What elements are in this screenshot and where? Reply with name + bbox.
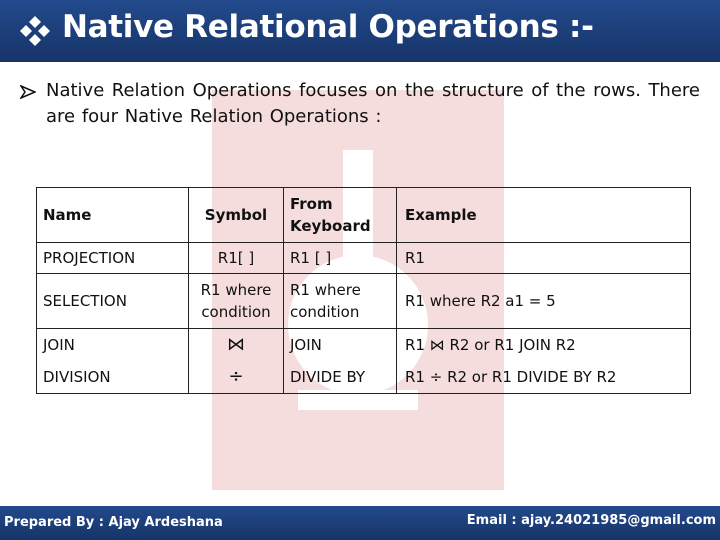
- table-row: [37, 329, 691, 362]
- table-row: [37, 274, 691, 329]
- operations-table: [36, 187, 691, 394]
- header-name: Name: [37, 188, 189, 243]
- footer-bar: [0, 506, 720, 540]
- cell-name: JOIN: [43, 336, 75, 354]
- title-bar: [0, 0, 720, 62]
- cell-name: DIVISION: [43, 368, 111, 386]
- cell-keyboard: DIVIDE BY: [284, 361, 397, 394]
- cell-example: R1 ⋈ R2 or R1 JOIN R2: [397, 329, 691, 362]
- table-row: [37, 243, 691, 274]
- header-keyboard: From Keyboard: [284, 188, 397, 243]
- footer-author: Prepared By : Ajay Ardeshana: [4, 515, 223, 530]
- cell-keyboard: JOIN: [284, 329, 397, 362]
- join-symbol-icon: ⋈: [189, 329, 284, 362]
- cell-example: R1: [397, 243, 691, 274]
- cell-example: R1 where R2 a1 = 5: [397, 274, 691, 329]
- page-title: Native Relational Operations :-: [62, 9, 594, 45]
- cell-keyboard: R1 where condition: [284, 274, 397, 329]
- table-header-row: [37, 188, 691, 243]
- division-symbol-icon: ÷: [189, 361, 284, 394]
- bullet-paragraph: [20, 78, 700, 130]
- cell-name: SELECTION: [37, 274, 189, 329]
- table-row: [37, 361, 691, 394]
- header-symbol: Symbol: [189, 188, 284, 243]
- arrow-bullet-icon: [20, 85, 36, 99]
- bullet-text: Native Relation Operations focuses on the structure of the rows. There are four Native Relation Operations :: [46, 80, 700, 127]
- header-example: Example: [397, 188, 691, 243]
- cell-keyboard: R1 [ ]: [284, 243, 397, 274]
- footer-email: Email : ajay.24021985@gmail.com: [466, 513, 716, 528]
- cell-symbol: R1[ ]: [189, 243, 284, 274]
- four-diamond-bullet-icon: [18, 14, 52, 48]
- cell-symbol: R1 where condition: [189, 274, 284, 329]
- cell-name: PROJECTION: [37, 243, 189, 274]
- cell-example: R1 ÷ R2 or R1 DIVIDE BY R2: [397, 361, 691, 394]
